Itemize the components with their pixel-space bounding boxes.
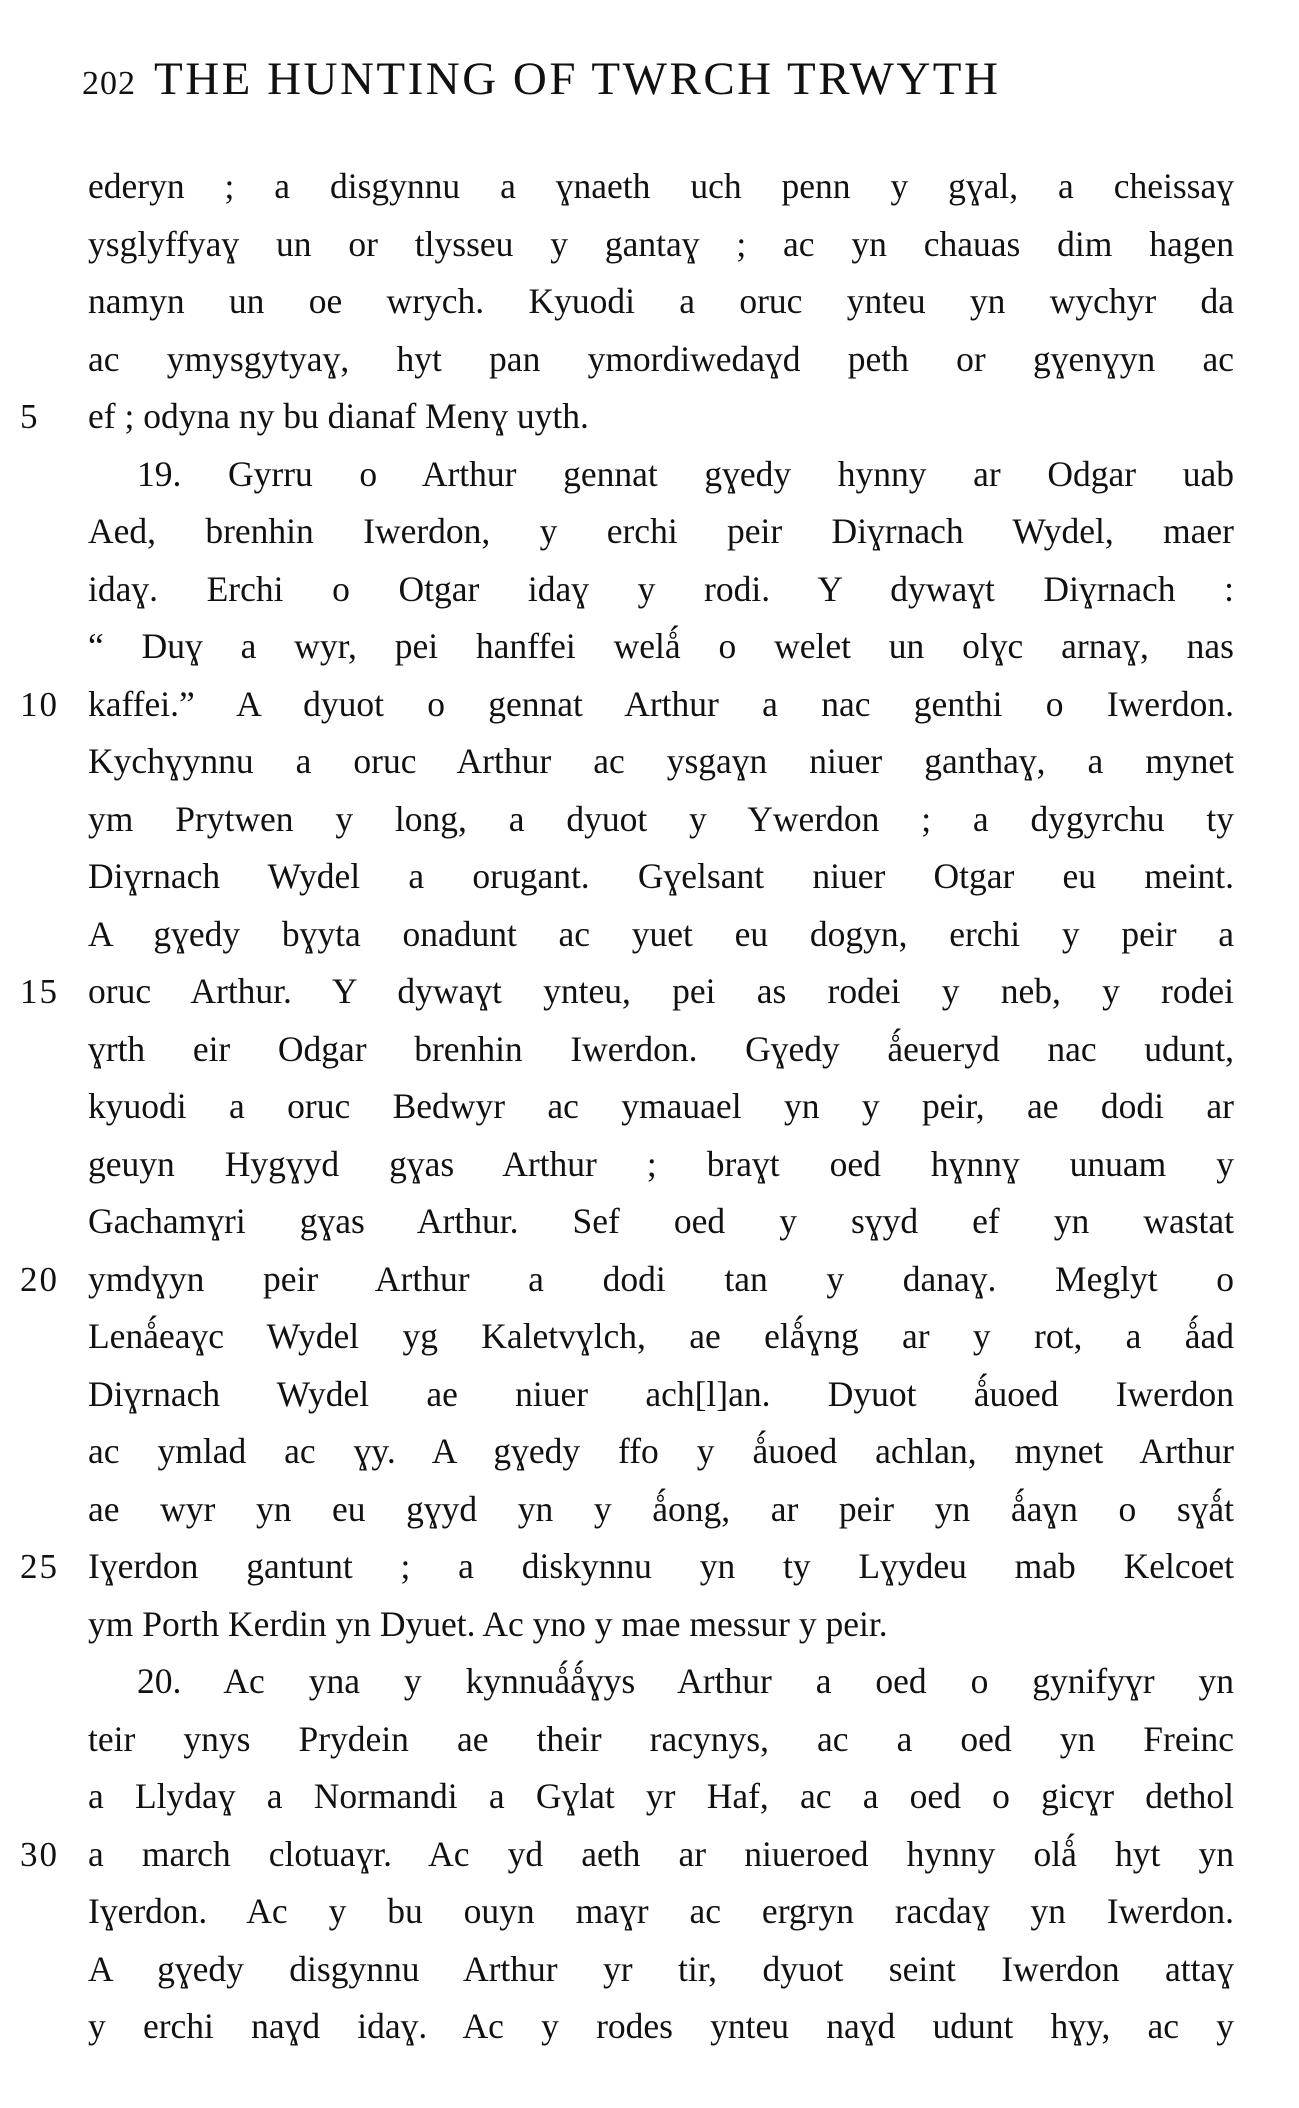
line-text: ac ymlad ac ɣy. A gɣedy ffo y ǻuoed achlan, mynet Arthur [88,1431,1234,1471]
text-line [0,503,1299,561]
line-text: oruc Arthur. Y dywaɣt ynteu, pei as rodei y neb, y rodei [88,971,1234,1011]
line-text: Kychɣynnu a oruc Arthur ac ysgaɣn niuer ganthaɣ, a mynet [88,741,1234,781]
line-text: ae wyr yn eu gɣyd yn y ǻong, ar peir yn ǻaɣn o sɣǻt [88,1488,1234,1529]
text-line [0,733,1299,791]
line-number: 10 [20,684,59,724]
text-line [0,388,1299,446]
text-line [0,331,1299,389]
line-text: Iɣerdon gantunt ; a diskynnu yn ty Lɣydeu mab Kelcoet [88,1546,1234,1586]
line-text: Iɣerdon. Ac y bu ouyn maɣr ac ergryn racdaɣ yn Iwerdon. [88,1891,1234,1931]
text-line [0,1998,1299,2056]
text-line [0,1423,1299,1481]
line-text: ysglyffyaɣ un or tlysseu y gantaɣ ; ac yn chauas dim hagen [88,223,1234,264]
text-line [0,561,1299,619]
line-text: ederyn ; a disgynnu a ɣnaeth uch penn y gɣal, a cheissaɣ [88,166,1234,206]
line-text: kaffei.” A dyuot o gennat Arthur a nac genthi o Iwerdon. [88,683,1234,724]
text-line [0,1136,1299,1194]
text-line [0,1078,1299,1136]
text-line [0,848,1299,906]
text-line [0,1768,1299,1826]
line-text: ɣrth eir Odgar brenhin Iwerdon. Gɣedy ǻeueryd nac udunt, [88,1028,1234,1069]
text-line [0,1883,1299,1941]
text-line [0,1193,1299,1251]
text-line [0,1826,1299,1884]
line-text: Diɣrnach Wydel ae niuer ach[l]an. Dyuot ǻuoed Iwerdon [88,1373,1234,1414]
page-number: 202 [82,65,136,102]
line-number: 5 [20,397,40,436]
line-text: a Llydaɣ a Normandi a Gɣlat yr Haf, ac a oed o gicɣr dethol [88,1776,1234,1816]
line-text: Diɣrnach Wydel a orugant. Gɣelsant niuer Otgar eu meint. [88,856,1234,896]
text-line [0,1653,1299,1711]
line-text: Lenǻeaɣc Wydel yg Kaletvɣlch, ae elǻɣng ar y rot, a ǻad [88,1316,1234,1356]
text-line [0,1308,1299,1366]
text-line [0,1941,1299,1999]
text-line [0,1538,1299,1596]
text-line [0,1366,1299,1424]
text-line [0,1251,1299,1309]
line-text: teir ynys Prydein ae their racynys, ac a oed yn Freinc [88,1718,1234,1759]
text-line [0,791,1299,849]
line-number: 25 [20,1547,59,1586]
line-text: “ Duɣ a wyr, pei hanffei welǻ o welet un olɣc arnaɣ, nas [88,626,1234,666]
line-text: idaɣ. Erchi o Otgar idaɣ y rodi. Y dywaɣt Diɣrnach : [88,568,1234,609]
line-text: y erchi naɣd idaɣ. Ac y rodes ynteu naɣd udunt hɣy, ac y [88,2006,1234,2046]
text-line [0,906,1299,964]
line-number: 20 [20,1259,59,1299]
line-text: A gɣedy disgynnu Arthur yr tir, dyuot seint Iwerdon attaɣ [88,1948,1234,1989]
line-text: ym Prytwen y long, a dyuot y Ywerdon ; a dygyrchu ty [88,798,1234,839]
text-line [0,676,1299,734]
running-head [82,52,1232,112]
line-text: ac ymysgytyaɣ, hyt pan ymordiwedaɣd peth or gɣenɣyn ac [88,338,1234,379]
line-text: A gɣedy bɣyta onadunt ac yuet eu dogyn, erchi y peir a [88,913,1234,954]
line-text: ef ; odyna ny bu dianaf Menɣ uyth. [88,396,589,436]
text-line [0,618,1299,676]
line-text: ym Porth Kerdin yn Dyuet. Ac yno y mae messur y peir. [88,1603,888,1644]
line-text: 20. Ac yna y kynnuǻǻɣys Arthur a oed o gynifyɣr yn [137,1661,1234,1701]
body-text [0,158,1299,2056]
line-text: geuyn Hygɣyd gɣas Arthur ; braɣt oed hɣnnɣ unuam y [88,1143,1234,1184]
line-text: kyuodi a oruc Bedwyr ac ymauael yn y peir, ae dodi ar [88,1086,1234,1126]
line-text: a march clotuaɣr. Ac yd aeth ar niueroed hynny olǻ hyt yn [88,1833,1234,1874]
text-line [0,216,1299,274]
text-line [0,1021,1299,1079]
text-line [0,273,1299,331]
text-line [0,963,1299,1021]
text-line [0,1711,1299,1769]
line-text: 19. Gyrru o Arthur gennat gɣedy hynny ar Odgar uab [137,453,1234,494]
text-line [0,446,1299,504]
text-line [0,158,1299,216]
line-number: 15 [20,972,59,1011]
line-text: ymdɣyn peir Arthur a dodi tan y danaɣ. Meglyt o [88,1258,1234,1299]
line-text: Aed, brenhin Iwerdon, y erchi peir Diɣrnach Wydel, maer [88,511,1234,551]
page-title: THE HUNTING OF TWRCH TRWYTH [154,53,1001,105]
line-text: namyn un oe wrych. Kyuodi a oruc ynteu yn wychyr da [88,281,1234,321]
line-text: Gachamɣri gɣas Arthur. Sef oed y sɣyd ef yn wastat [88,1201,1234,1241]
text-line [0,1481,1299,1539]
line-number: 30 [20,1834,59,1874]
text-line [0,1596,1299,1654]
